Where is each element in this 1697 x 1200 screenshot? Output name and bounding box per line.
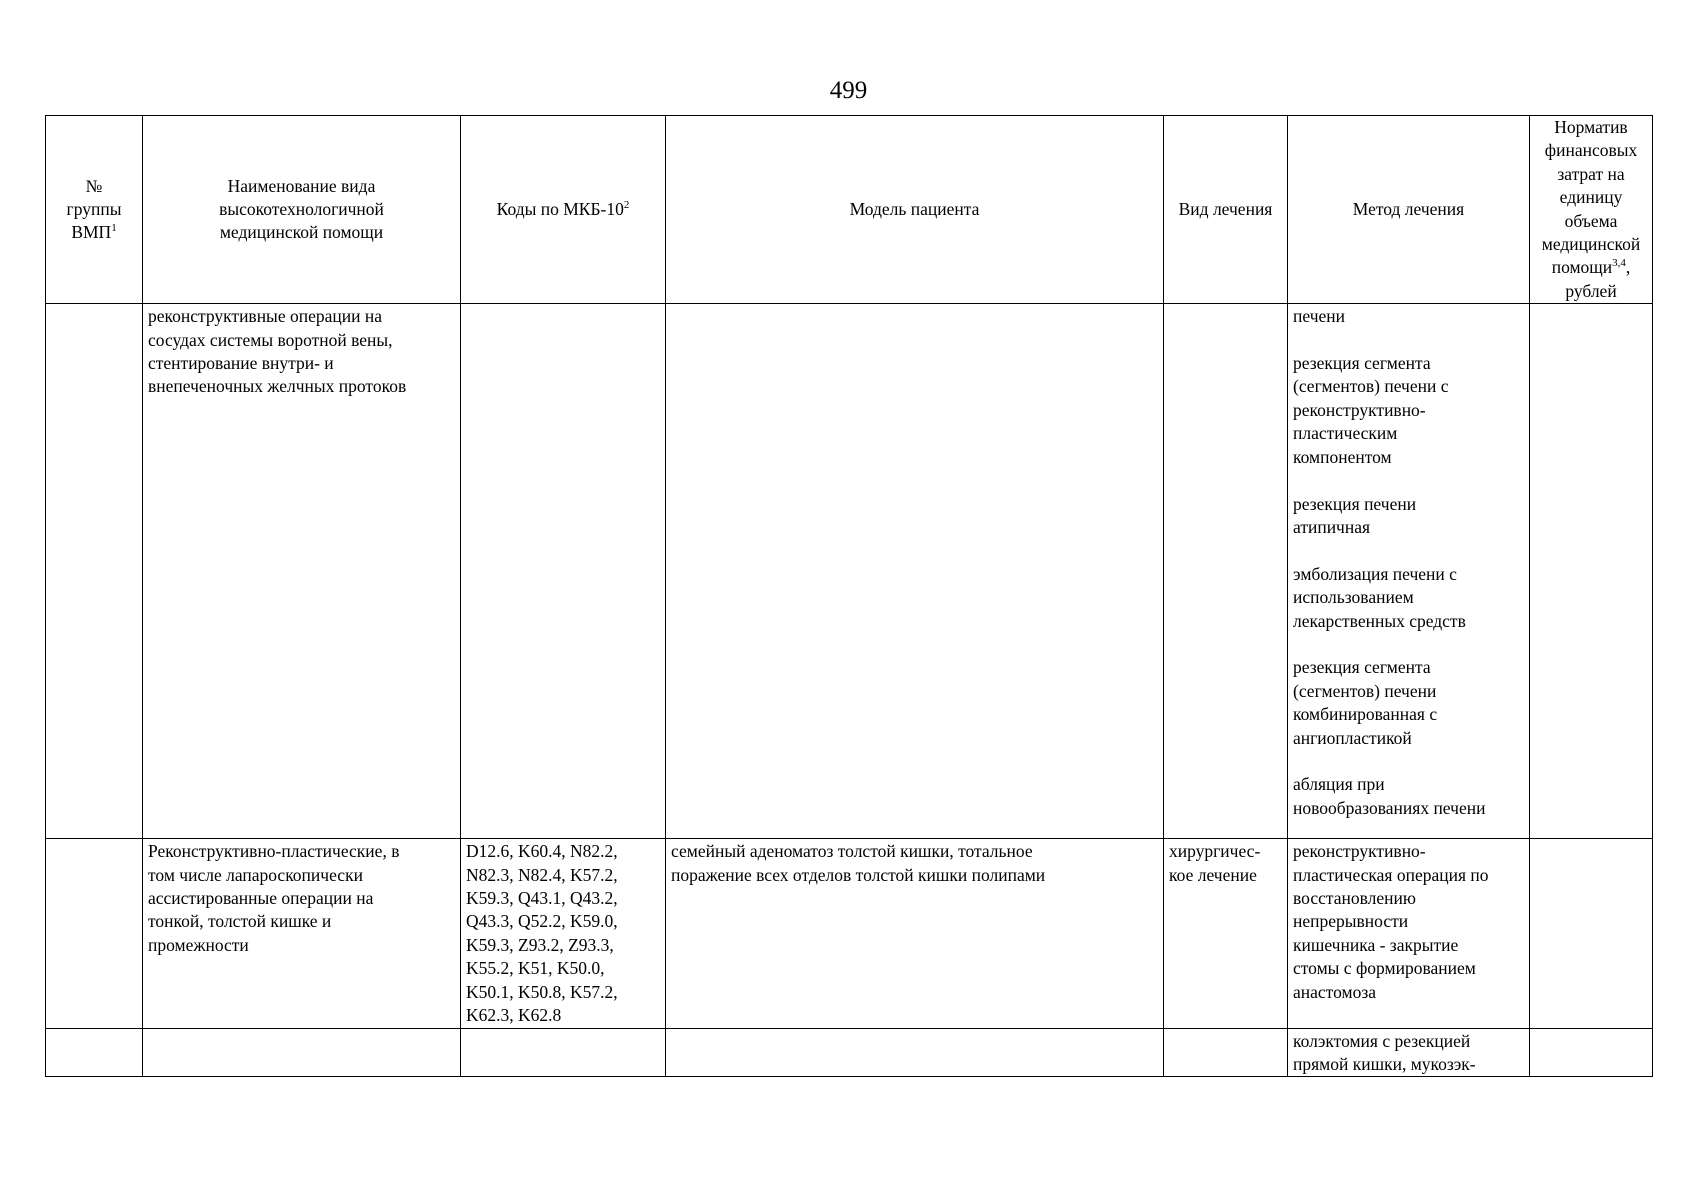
cell-cost-norm (1530, 1028, 1653, 1077)
cell-cost-norm (1530, 839, 1653, 1028)
table-header-row (46, 116, 1653, 304)
header-cost-norm: Норматив финансовых затрат на единицу объема медицинской помощи$^{3,4}$, рублей (1530, 116, 1653, 304)
table-row (46, 304, 1653, 839)
cell-group-no (46, 304, 143, 839)
cell-group-no (46, 839, 143, 1028)
cell-treatment-method: колэктомия с резекцией прямой кишки, мукозэк- (1288, 1028, 1530, 1077)
footnote-mark: 1 (111, 222, 117, 235)
table-row (46, 1028, 1653, 1077)
cell-patient-model (666, 304, 1164, 839)
footnote-mark: 3,4 (1612, 257, 1626, 270)
header-icd-codes: Коды по МКБ-$10^2$ (461, 116, 666, 304)
cell-treatment-method: реконструктивно- пластическая операция по восстановлению непрерывности кишечника - закрытие стомы с формированием анастомоза (1288, 839, 1530, 1028)
cell-patient-model (666, 1028, 1164, 1077)
cell-icd-codes: D12.6, K60.4, N82.2, N82.3, N82.4, K57.2, K59.3, Q43.1, Q43.2, Q43.3, Q52.2, K59.0, K59.3, Z93.2, Z93.3, K55.2, K51, K50.0, K50.1, K50.8, K57.2, K62.3, K62.8 (461, 839, 666, 1028)
header-treatment-type: Вид лечения (1164, 116, 1288, 304)
cell-treatment-method: печени резекция сегмента (сегментов) печени с реконструктивно- пластическим компонентом резекция печени атипичная эмболизация печени с использованием лекарственных средств резекция сегмента (сегментов) печени комбинированная с ангиопластикой абляция при новообразованиях печени (1288, 304, 1530, 839)
cell-cost-norm (1530, 304, 1653, 839)
footnote-mark: 2 (623, 199, 630, 212)
header-name: Наименование вида высокотехнологичной медицинской помощи (143, 116, 461, 304)
vmp-table (45, 115, 1653, 1077)
header-treatment-method: Метод лечения (1288, 116, 1530, 304)
table-row (46, 839, 1653, 1028)
cell-patient-model: семейный аденоматоз толстой кишки, тотальное поражение всех отделов толстой кишки полипами (666, 839, 1164, 1028)
cell-icd-codes (461, 304, 666, 839)
cell-group-no (46, 1028, 143, 1077)
cell-name (143, 1028, 461, 1077)
header-group-no: № группы ВМП$^1$ (46, 116, 143, 304)
cell-name: Реконструктивно-пластические, в том числе лапароскопически ассистированные операции на тонкой, толстой кишке и промежности (143, 839, 461, 1028)
cell-treatment-type (1164, 1028, 1288, 1077)
cell-icd-codes (461, 1028, 666, 1077)
cell-treatment-type: хирургичес- кое лечение (1164, 839, 1288, 1028)
cell-name: реконструктивные операции на сосудах системы воротной вены, стентирование внутри- и внепеченочных желчных протоков (143, 304, 461, 839)
cell-treatment-type (1164, 304, 1288, 839)
header-patient-model: Модель пациента (666, 116, 1164, 304)
page-number: 499 (829, 77, 868, 104)
